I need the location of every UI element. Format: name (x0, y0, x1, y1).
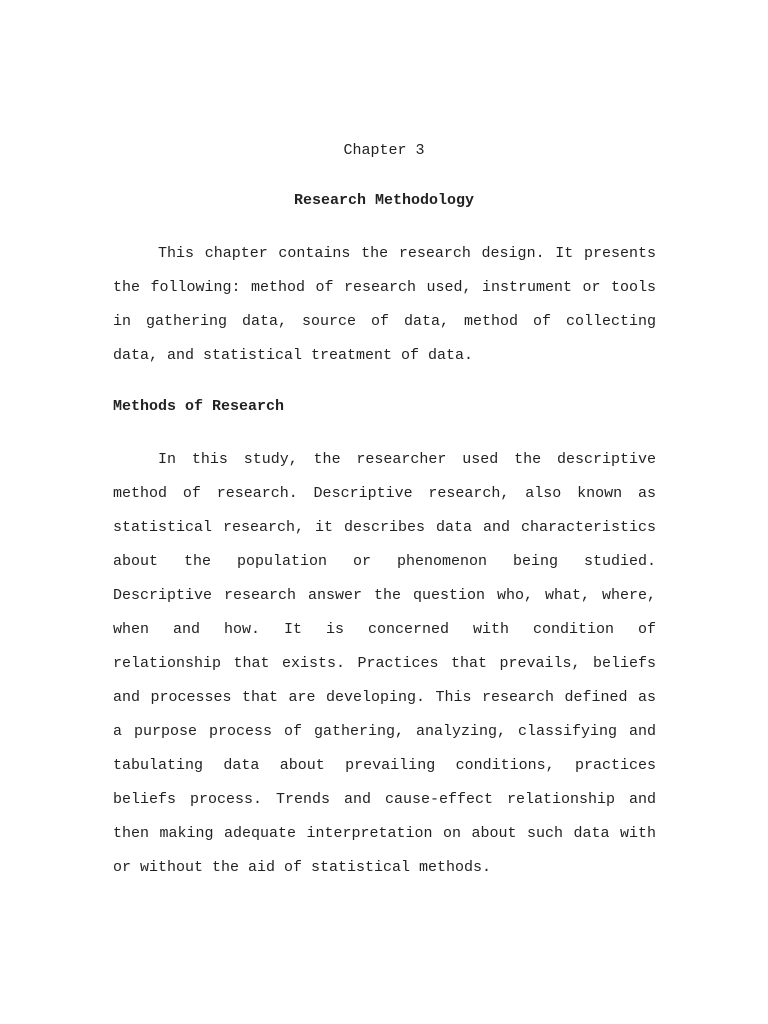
paragraph-line: the following: method of research used, instrument or tools (113, 279, 656, 296)
paragraph-line: Descriptive research answer the question who, what, where, (113, 587, 656, 604)
paragraph-line: about the population or phenomenon being studied. (113, 553, 656, 570)
paragraph-line: or without the aid of statistical methods. (113, 859, 492, 876)
chapter-title: Research Methodology (293, 192, 475, 209)
paragraph-line: and processes that are developing. This research defined as (113, 689, 656, 706)
paragraph-line: in gathering data, source of data, method of collecting (113, 313, 656, 330)
paragraph-line: This chapter contains the research design. It presents (158, 245, 656, 262)
paragraph-line: statistical research, it describes data and characteristics (113, 519, 656, 536)
section-heading: Methods of Research (113, 398, 285, 415)
paragraph-line: beliefs process. Trends and cause-effect relationship and (113, 791, 656, 808)
paragraph-line: method of research. Descriptive research, also known as (113, 485, 656, 502)
paragraph-line: data, and statistical treatment of data. (113, 347, 474, 364)
paragraph-line: when and how. It is concerned with condition of (113, 621, 656, 638)
paragraph-line: a purpose process of gathering, analyzing, classifying and (113, 723, 656, 740)
methods-paragraph (113, 443, 656, 885)
paragraph-line: In this study, the researcher used the descriptive (158, 451, 656, 468)
paragraph-line: relationship that exists. Practices that prevails, beliefs (113, 655, 656, 672)
intro-paragraph (113, 237, 656, 373)
chapter-number: Chapter 3 (343, 142, 425, 159)
paragraph-line: then making adequate interpretation on about such data with (113, 825, 656, 842)
paragraph-line: tabulating data about prevailing conditions, practices (113, 757, 656, 774)
